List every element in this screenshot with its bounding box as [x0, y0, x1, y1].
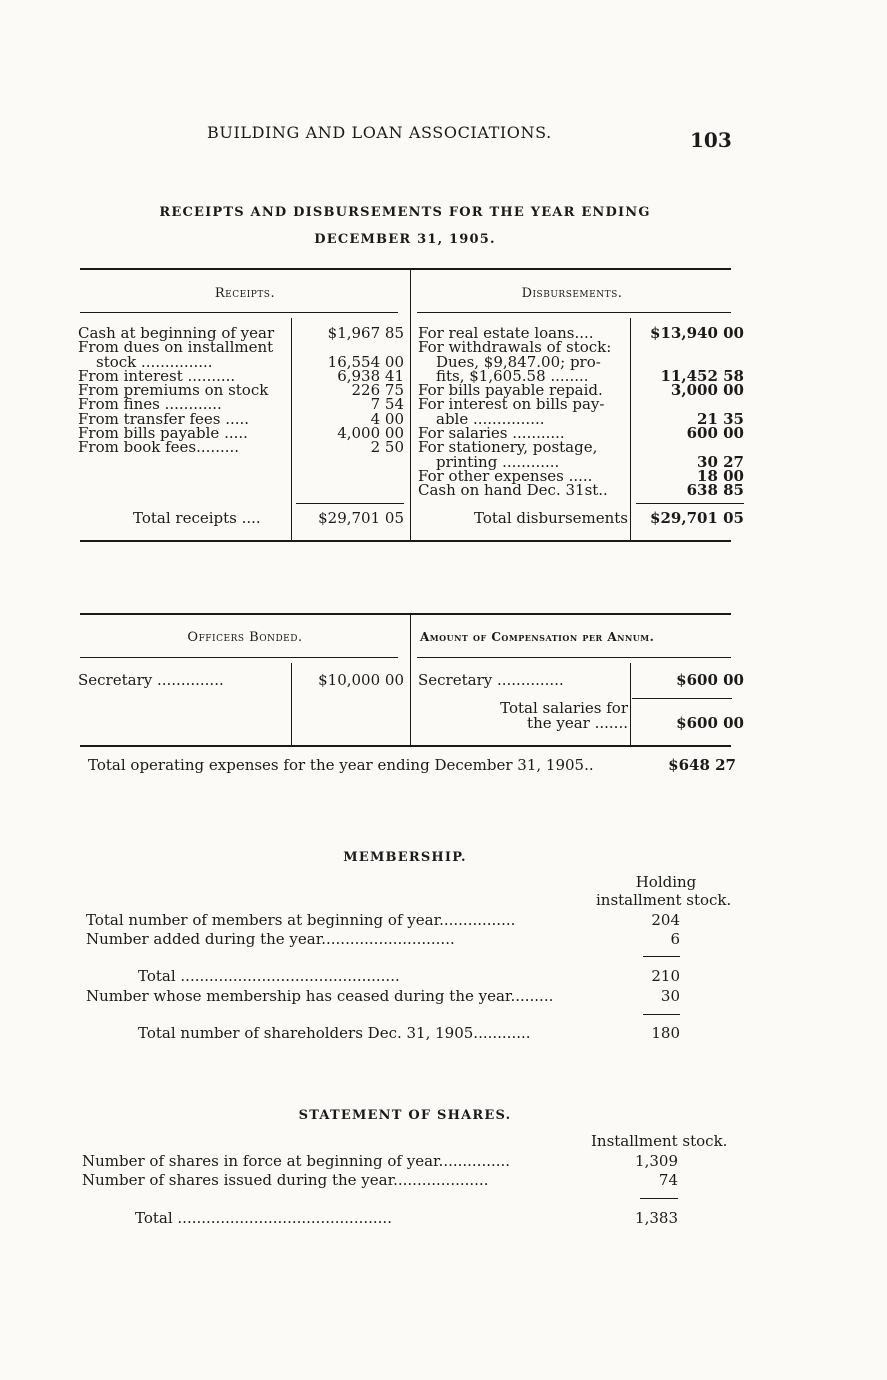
report-title-line2: DECEMBER 31, 1905. [314, 232, 496, 247]
amount-cell [636, 340, 744, 354]
shares-title: STATEMENT OF SHARES. [298, 1108, 512, 1123]
membership-row-label: Number whose membership has ceased during the year......... [86, 987, 554, 1005]
list-item: stock ............... [96, 352, 213, 371]
total-receipts-amount: $29,701 05 [318, 509, 404, 527]
shares-col-header: Installment stock. [591, 1132, 728, 1150]
membership-row-value: 204 [651, 911, 680, 929]
amount-cell: 600 00 [686, 424, 744, 443]
list-item: printing ............ [436, 452, 560, 471]
amount-cell: 226 75 [351, 381, 404, 400]
amount-cell: 4,000 00 [337, 424, 404, 443]
amount-cell: 6,938 41 [337, 366, 404, 385]
disbursements-labels [418, 326, 630, 498]
shares-row-label: Number of shares in force at beginning of year............... [82, 1152, 511, 1170]
membership-row-label: Number added during the year............................ [86, 930, 455, 948]
receipts-amounts [296, 326, 404, 455]
amount-cell: 11,452 58 [660, 366, 744, 385]
list-item: Dues, $9,847.00; pro- [436, 352, 601, 371]
list-item: From fines ............ [78, 395, 222, 414]
bonded-amount: $10,000 00 [318, 671, 404, 689]
list-item: From premiums on stock [78, 381, 269, 400]
list-item: For withdrawals of stock: [418, 338, 612, 357]
compensation-header: Amount of Compensation per Annum. [420, 630, 655, 644]
amount-cell: 16,554 00 [327, 352, 404, 371]
total-salaries-line2: the year ....... [527, 714, 628, 732]
operating-expenses-amount: $648 27 [668, 756, 736, 774]
amount-cell: $13,940 00 [650, 324, 744, 342]
shares-row-value: 1,309 [635, 1152, 678, 1170]
list-item: For bills payable repaid. [418, 381, 603, 400]
membership-row-value: 210 [651, 967, 680, 985]
operating-expenses-label: Total operating expenses for the year ending December 31, 1905.. [88, 756, 594, 774]
list-item: Cash at beginning of year [78, 324, 275, 342]
amount-cell: 18 00 [697, 466, 744, 485]
list-item: For stationery, postage, [418, 438, 598, 457]
membership-row-label: Total number of members at beginning of year................ [86, 911, 516, 929]
total-receipts-label: Total receipts .... [133, 509, 261, 527]
membership-row-label: Total .............................................. [138, 967, 400, 985]
list-item: For salaries ........... [418, 424, 565, 443]
list-item: For real estate loans.... [418, 324, 594, 342]
total-salaries-line1: Total salaries for [500, 699, 628, 717]
amount-cell: 7 54 [370, 395, 404, 414]
disbursements-amounts [636, 326, 744, 498]
list-item: From book fees......... [78, 438, 240, 457]
bonded-role: Secretary .............. [78, 671, 224, 689]
list-item: From transfer fees ..... [78, 409, 250, 428]
running-title: BUILDING AND LOAN ASSOCIATIONS. [207, 123, 552, 142]
amount-cell: 3,000 00 [670, 381, 744, 400]
shares-row-value: 74 [658, 1171, 678, 1189]
total-salaries-amount: $600 00 [676, 714, 744, 732]
disbursements-header: Disbursements. [521, 286, 623, 301]
amount-cell: 4 00 [370, 409, 404, 428]
list-item: For other expenses ..... [418, 466, 593, 485]
list-item: For interest on bills pay- [418, 395, 605, 414]
list-item: able ............... [436, 409, 545, 428]
membership-row-value: 180 [651, 1024, 680, 1042]
shares-row-label: Number of shares issued during the year.................... [82, 1171, 489, 1189]
page-number: 103 [690, 128, 732, 152]
comp-role: Secretary .............. [418, 671, 564, 689]
amount-cell: 30 27 [697, 452, 744, 471]
list-item: fits, $1,605.58 ........ [436, 366, 589, 385]
amount-cell: 21 35 [697, 409, 744, 428]
amount-cell: 2 50 [370, 438, 404, 457]
membership-col-line1: Holding [635, 873, 697, 891]
report-title-line1: RECEIPTS AND DISBURSEMENTS FOR THE YEAR ENDING [159, 205, 651, 220]
membership-title: MEMBERSHIP. [343, 850, 467, 865]
shares-row-label: Total ............................................. [135, 1209, 392, 1227]
receipts-labels [78, 326, 290, 455]
membership-row-value: 30 [660, 987, 680, 1005]
total-disbursements-amount: $29,701 05 [650, 509, 744, 527]
amount-cell: 638 85 [686, 481, 744, 500]
list-item: From bills payable ..... [78, 424, 248, 443]
membership-row-value: 6 [670, 930, 680, 948]
list-item: Cash on hand Dec. 31st.. [418, 481, 608, 500]
officers-bonded-header: Officers Bonded. [187, 630, 303, 645]
list-item: From interest .......... [78, 366, 236, 385]
comp-amount: $600 00 [676, 671, 744, 689]
total-disbursements-label: Total disbursements [474, 509, 628, 527]
amount-cell: $1,967 85 [327, 324, 404, 342]
list-item: From dues on installment [78, 338, 274, 357]
shares-row-value: 1,383 [635, 1209, 678, 1227]
membership-col-line2: installment stock. [596, 891, 732, 909]
membership-row-label: Total number of shareholders Dec. 31, 1905............ [138, 1024, 531, 1042]
receipts-header: Receipts. [214, 286, 276, 301]
